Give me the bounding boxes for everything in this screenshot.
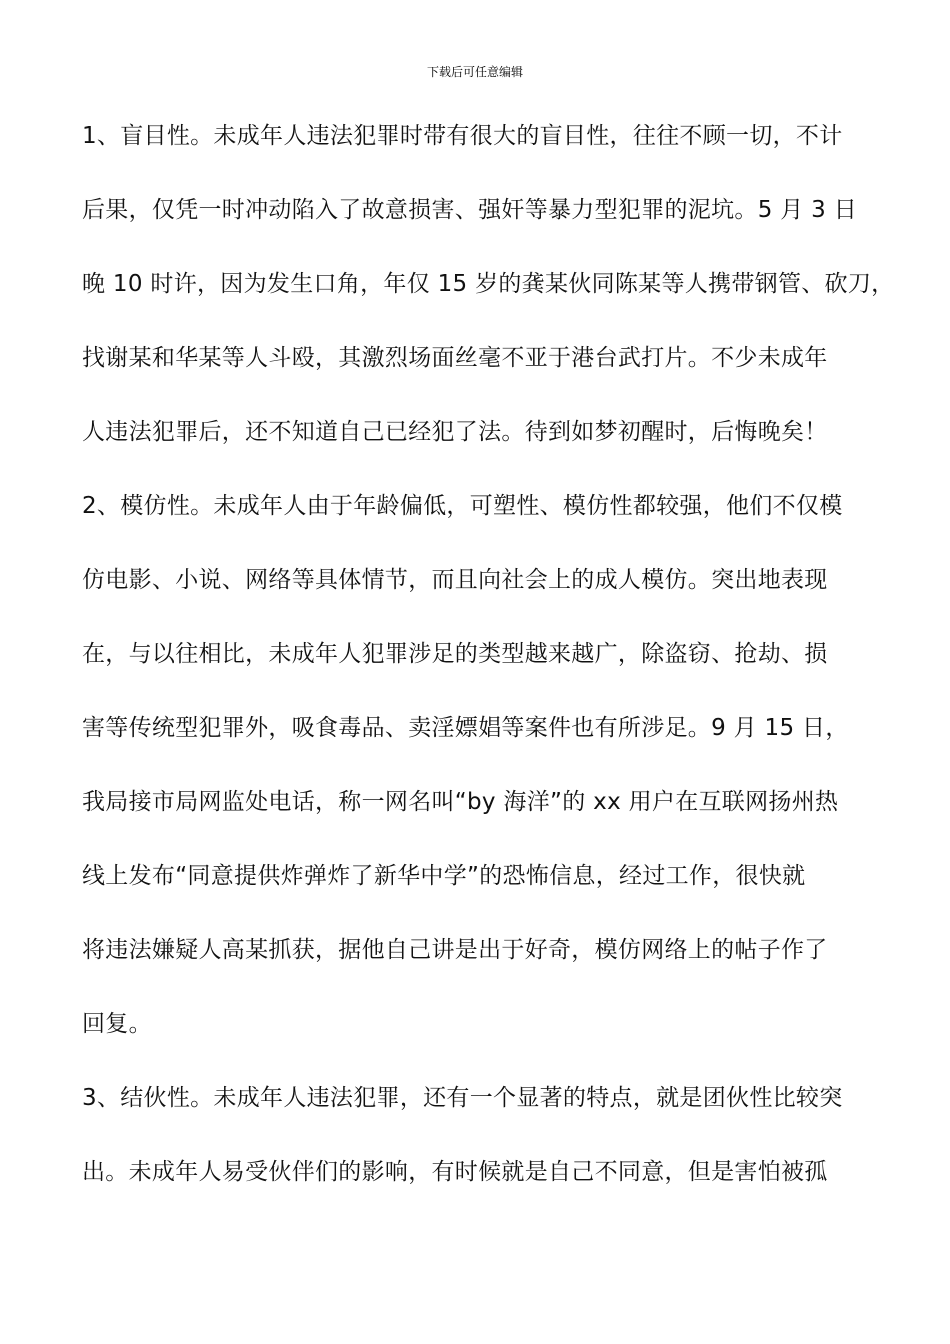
page-header: 下载后可任意编辑 <box>426 65 523 79</box>
text-line: 害等传统型犯罪外，吸食毒品、卖淫嫖娼等案件也有所涉足。9 月 15 日， <box>82 715 849 741</box>
text-line: 晚 10 时许，因为发生口角，年仅 15 岁的龚某伙同陈某等人携带钢管、砍刀， <box>82 271 895 297</box>
text-line: 找谢某和华某等人斗殴，其激烈场面丝毫不亚于港台武打片。不少未成年 <box>82 345 828 371</box>
text-line: 线上发布“同意提供炸弹炸了新华中学”的恐怖信息，经过工作，很快就 <box>82 863 806 889</box>
text-line: 我局接市局网监处电话，称一网名叫“by 海洋”的 xx 用户在互联网扬州热 <box>82 789 839 815</box>
text-line: 后果，仅凭一时冲动陷入了故意损害、强奸等暴力型犯罪的泥坑。5 月 3 日 <box>82 197 857 223</box>
text-line: 出。未成年人易受伙伴们的影响，有时候就是自己不同意，但是害怕被孤 <box>82 1159 828 1185</box>
text-line: 回复。 <box>82 1011 152 1037</box>
text-line: 1、盲目性。未成年人违法犯罪时带有很大的盲目性，往往不顾一切，不计 <box>82 123 843 149</box>
text-line: 2、模仿性。未成年人由于年龄偏低，可塑性、模仿性都较强，他们不仅模 <box>82 493 843 519</box>
text-line: 将违法嫌疑人高某抓获，据他自己讲是出于好奇，模仿网络上的帖子作了 <box>82 937 828 963</box>
text-line: 仿电影、小说、网络等具体情节，而且向社会上的成人模仿。突出地表现 <box>82 567 828 593</box>
document-body <box>82 115 895 1225</box>
text-line: 人违法犯罪后，还不知道自己已经犯了法。待到如梦初醒时，后悔晚矣！ <box>82 419 828 445</box>
text-line: 在，与以往相比，未成年人犯罪涉足的类型越来越广，除盗窃、抢劫、损 <box>82 641 828 667</box>
text-line: 3、结伙性。未成年人违法犯罪，还有一个显著的特点，就是团伙性比较突 <box>82 1085 843 1111</box>
